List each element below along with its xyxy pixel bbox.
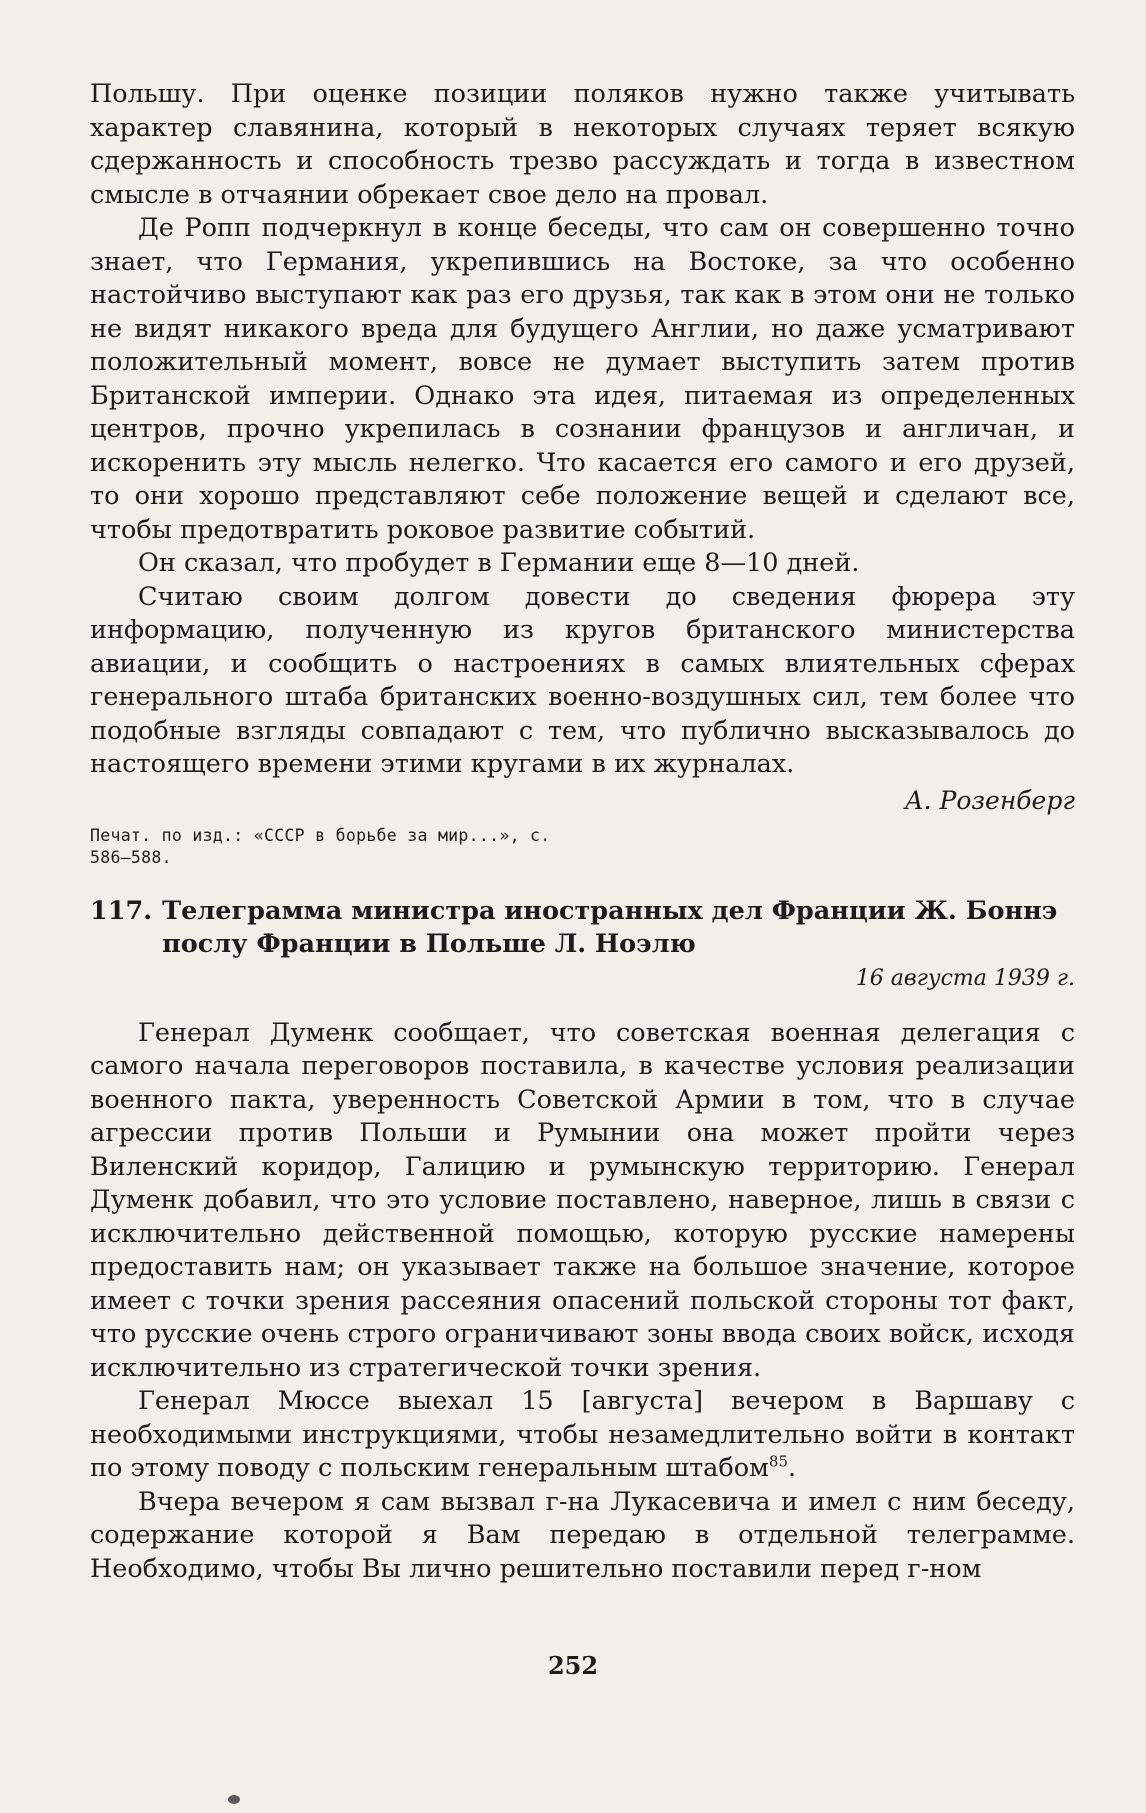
- ink-speck: [228, 1795, 240, 1804]
- document-title: Телеграмма министра иностранных дел Франции Ж. Боннэ послу Франции в Польше Л. Ноэлю: [162, 895, 1058, 959]
- document-number: 117.: [90, 895, 153, 926]
- document-date: 16 августа 1939 г.: [855, 965, 1075, 991]
- paragraph-duty-report: Считаю своим долгом довести до сведения фюрера эту информацию, полученную из кругов британского министерства авиации, и сообщить о настроениях в самых влиятельных сферах генерального штаба британских военно-воздушных сил, тем более что подобные взгляды совпадают с тем, что публично высказывалось до настоящего времени этими кругами в их журналах.: [90, 581, 1075, 779]
- signature: А. Розенберг: [904, 785, 1075, 815]
- paragraph-continuation: Польшу. При оценке позиции поляков нужно также учитывать характер славянина, который в некоторых случаях теряет всякую сдержанность и способность трезво рассуждать и тогда в известном смысле в отчаянии обрекает свое дело на провал.: [90, 79, 1075, 210]
- page-number: 252: [547, 1651, 599, 1680]
- paragraph-musse: [90, 1385, 1075, 1486]
- paragraph-musse-end: .: [788, 1453, 797, 1483]
- paragraph-de-ropp: Де Ропп подчеркнул в конце беседы, что сам он совершенно точно знает, что Германия, укрепившись на Востоке, за что особенно настойчиво выступают как раз его друзья, так как в этом они не только не видят никакого вреда для будущего Англии, но даже усматривают положительный момент, вовсе не думает выступить затем против Британской империи. Однако эта идея, питаемая из определенных центров, прочно укрепилась в сознании французов и англичан, и искоренить эту мысль нелегко. Что касается его самого и его друзей, то они хорошо представляют себе положение вещей и сделают все, чтобы предотвратить роковое развитие событий.: [90, 213, 1075, 545]
- paragraph-stay-germany: Он сказал, что пробудет в Германии еще 8—10 дней.: [138, 548, 860, 578]
- document-page: [90, 78, 1075, 1586]
- source-note: Печат. по изд.: «СССР в борьбе за мир...», с. 586—588.: [90, 825, 551, 867]
- paragraph-lukasiewicz: Вчера вечером я сам вызвал г-на Лукасевича и имел с ним беседу, содержание которой я Вам передаю в отдельной телеграмме. Необходимо, чтобы Вы лично решительно поставили перед г-ном: [90, 1486, 1075, 1584]
- footnote-reference[interactable]: 85: [768, 1452, 789, 1471]
- document-heading: [90, 895, 1075, 961]
- paragraph-doumenc: Генерал Думенк сообщает, что советская военная делегация с самого начала переговоров поставила, в качестве условия реализации военного пакта, уверенность Советской Армии в том, что в случае агрессии против Польши и Румынии она может пройти через Виленский коридор, Галицию и румынскую территорию. Генерал Думенк добавил, что это условие поставлено, наверное, лишь в связи с исключительно действенной помощью, которую русские намерены предоставить нам; он указывает также на большое значение, которое имеет с точки зрения рассеяния опасений польской стороны тот факт, что русские очень строго ограничивают зоны ввода своих войск, исходя исключительно из стратегической точки зрения.: [90, 1017, 1075, 1383]
- paragraph-musse-text: Генерал Мюссе выехал 15 [августа] вечером в Варшаву с необходимыми инструкциями, чтобы незамедлительно войти в контакт по этому поводу с польским генеральным штабом: [90, 1386, 1075, 1483]
